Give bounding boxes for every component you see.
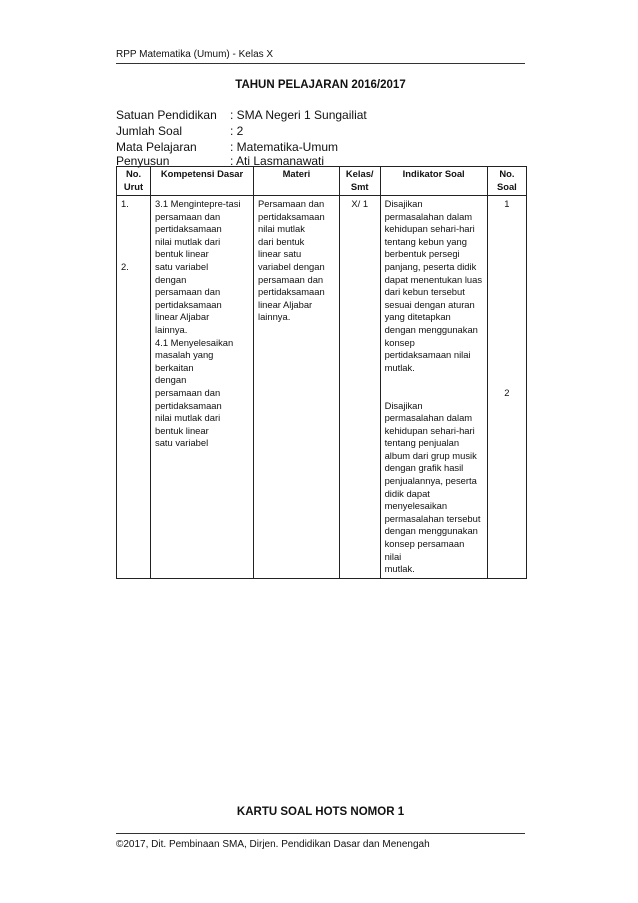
table-header-row (117, 167, 527, 196)
meta-row-satuan (116, 108, 367, 122)
academic-year-title: TAHUN PELAJARAN 2016/2017 (235, 79, 406, 91)
kisi-kisi-table (116, 166, 527, 579)
cell-no-soal: 1 2 (487, 196, 526, 579)
meta-label: Satuan Pendidikan (116, 108, 217, 122)
meta-label: Penyusun (116, 154, 170, 168)
header-materi: Materi (253, 167, 339, 196)
kartu-soal-title: KARTU SOAL HOTS NOMOR 1 (236, 806, 405, 818)
meta-label: Jumlah Soal (116, 124, 183, 138)
meta-value: : Ati Lasmanawati (230, 154, 325, 168)
cell-no-urut: 1. 2. (117, 196, 151, 579)
header-kompetensi-dasar: Kompetensi Dasar (151, 167, 254, 196)
table-row (117, 196, 527, 579)
cell-kelas-smt: X/ 1 (339, 196, 380, 579)
meta-value: : 2 (230, 124, 244, 138)
header-no-urut: No. Urut (117, 167, 151, 196)
header-kelas-smt: Kelas/ Smt (339, 167, 380, 196)
meta-value: : SMA Negeri 1 Sungailiat (230, 108, 367, 122)
meta-value: : Matematika-Umum (230, 140, 339, 154)
meta-row-jumlah (116, 124, 243, 138)
footer-rule (116, 833, 525, 834)
header-rule (116, 63, 525, 64)
meta-label: Mata Pelajaran (116, 140, 197, 154)
cell-materi: Persamaan dan pertidaksamaan nilai mutlak dari bentuk linear satu variabel dengan persamaan dan pertidaksamaan linear Aljabar lainnya. (253, 196, 339, 579)
header-no-soal: No. Soal (487, 167, 526, 196)
footer-copyright: ©2017, Dit. Pembinaan SMA, Dirjen. Pendidikan Dasar dan Menengah (116, 839, 430, 850)
cell-kompetensi-dasar: 3.1 Mengintepre-tasi persamaan dan pertidaksamaan nilai mutlak dari bentuk linear satu variabel dengan persamaan dan pertidaksamaan linear Aljabar lainnya. 4.1 Menyelesaikan masalah yang berkaitan dengan persamaan dan pertidaksamaan nilai mutlak dari bentuk linear satu variabel (151, 196, 254, 579)
meta-row-mapel (116, 140, 338, 154)
header-indikator-soal: Indikator Soal (380, 167, 487, 196)
cell-indikator-soal: Disajikan permasalahan dalam kehidupan sehari-hari tentang kebun yang berbentuk persegi panjang, peserta didik dapat menentukan luas dari kebun tersebut sesuai dengan aturan yang ditetapkan dengan menggunakan konsep pertidaksamaan nilai mutlak. Disajikan permasalahan dalam kehidupan sehari-hari tentang penjualan album dari grup musik dengan grafik hasil penjualannya, peserta didik dapat menyelesaikan permasalahan tersebut dengan menggunakan konsep persamaan nilai mutlak. (380, 196, 487, 579)
running-header: RPP Matematika (Umum) - Kelas X (116, 49, 274, 60)
